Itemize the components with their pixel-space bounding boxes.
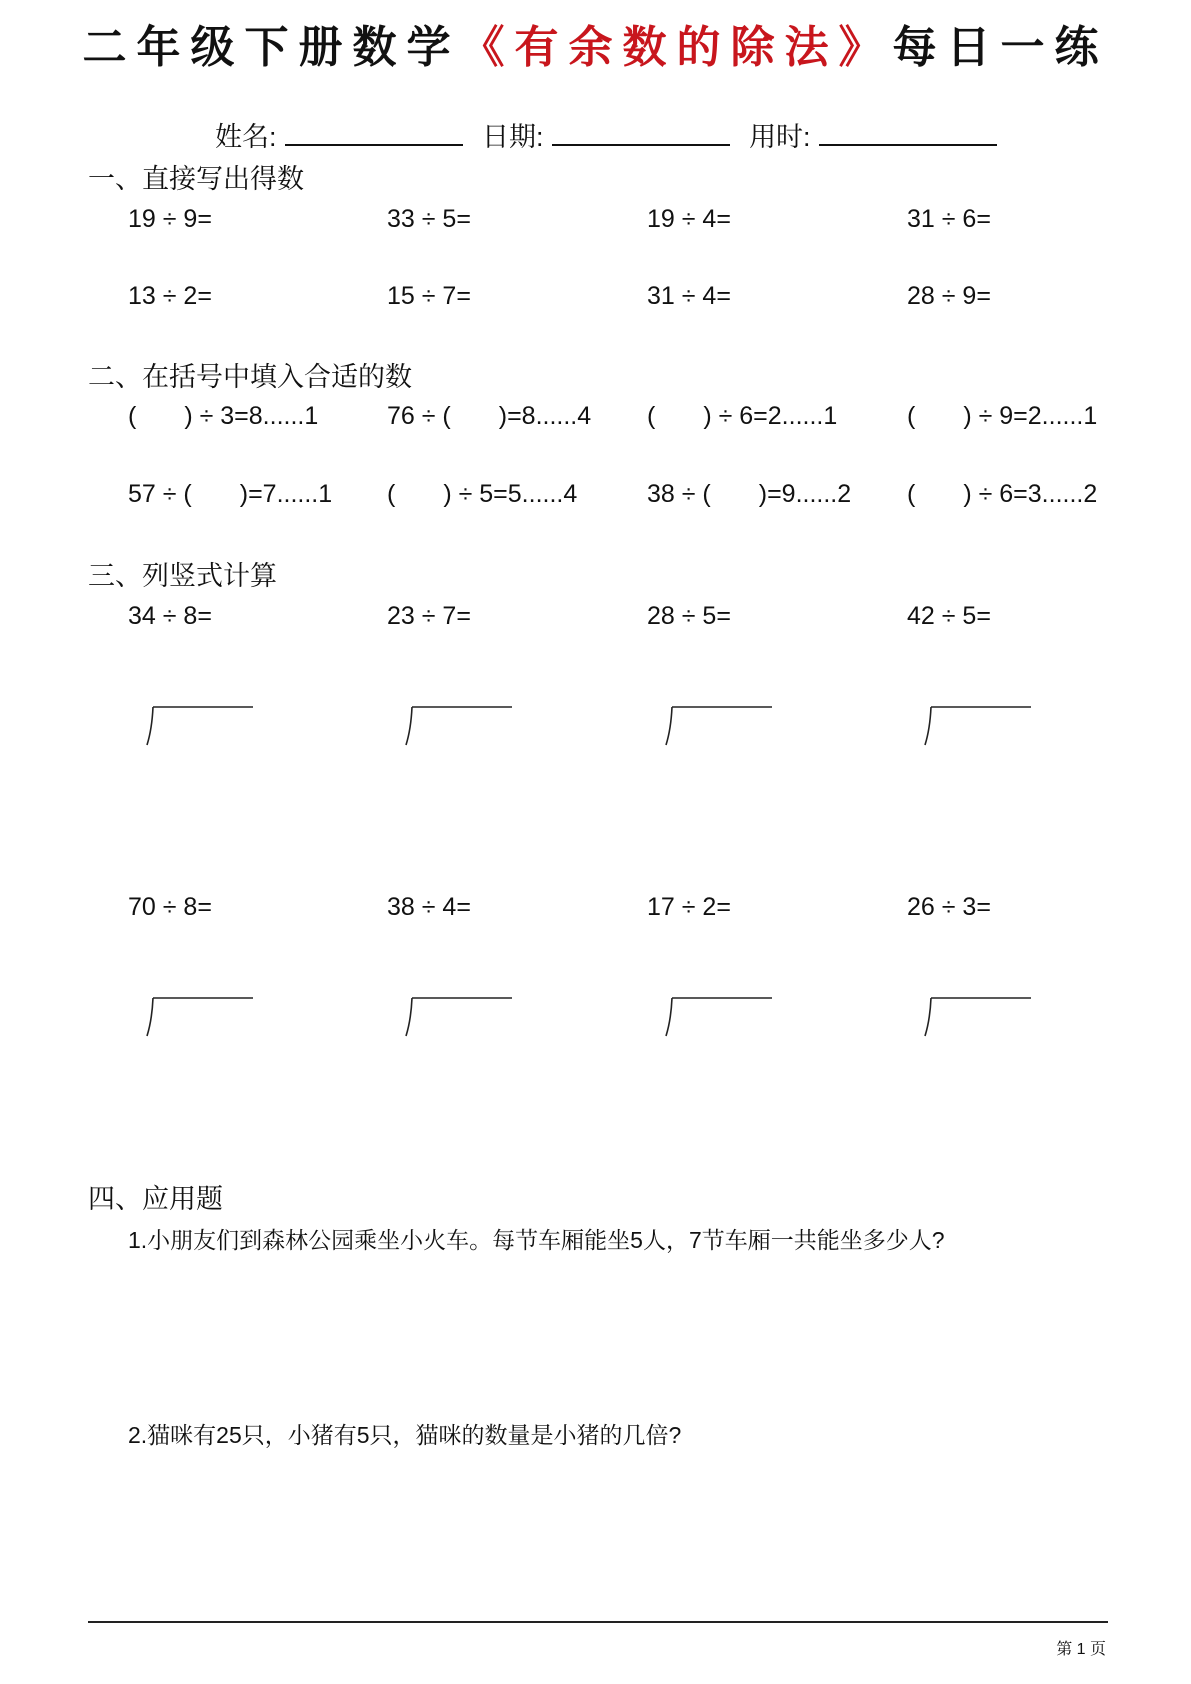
worksheet-title [0,18,1191,78]
date-field[interactable] [482,118,730,155]
title-highlight: 《有余数的除法》 [460,22,893,73]
s3-item: 28 ÷ 5= [647,602,731,630]
long-division-bracket-icon [404,996,514,1040]
name-label: 姓名: [215,122,277,152]
date-label: 日期: [482,122,544,152]
section-1-title: 一、直接写出得数 [88,164,304,194]
student-info-row [215,118,1009,155]
section-2-title: 二、在括号中填入合适的数 [88,362,412,392]
s2-item: ( ) ÷ 6=2......1 [647,402,838,430]
s2-item: 38 ÷ ( )=9......2 [647,480,852,508]
time-field[interactable] [749,118,997,155]
s3-item: 17 ÷ 2= [647,893,731,921]
s1-item: 15 ÷ 7= [387,282,471,310]
s2-item: ( ) ÷ 6=3......2 [907,480,1098,508]
s1-item: 19 ÷ 9= [128,205,212,233]
s2-item: ( ) ÷ 9=2......1 [907,402,1098,430]
s3-item: 26 ÷ 3= [907,893,991,921]
s3-item: 38 ÷ 4= [387,893,471,921]
s2-item: 57 ÷ ( )=7......1 [128,480,333,508]
long-division-bracket-icon [145,996,255,1040]
long-division-bracket-icon [145,705,255,749]
footer-divider [88,1621,1108,1623]
s3-item: 42 ÷ 5= [907,602,991,630]
page-number: 第 1 页 [1056,1641,1106,1658]
s1-item: 13 ÷ 2= [128,282,212,310]
long-division-bracket-icon [923,996,1033,1040]
title-suffix: 每日一练 [892,22,1109,73]
long-division-bracket-icon [923,705,1033,749]
time-blank[interactable] [819,118,997,146]
s1-item: 28 ÷ 9= [907,282,991,310]
long-division-bracket-icon [664,996,774,1040]
long-division-bracket-icon [664,705,774,749]
section-3-title: 三、列竖式计算 [88,561,277,591]
s3-item: 34 ÷ 8= [128,602,212,630]
s2-item: ( ) ÷ 3=8......1 [128,402,319,430]
word-problem-2: 2.猫咪有25只，小猪有5只，猫咪的数量是小猪的几倍? [128,1422,682,1448]
long-division-bracket-icon [404,705,514,749]
s2-item: 76 ÷ ( )=8......4 [387,402,592,430]
name-blank[interactable] [285,118,463,146]
s3-item: 70 ÷ 8= [128,893,212,921]
s1-item: 31 ÷ 4= [647,282,731,310]
s1-item: 33 ÷ 5= [387,205,471,233]
word-problem-1: 1.小朋友们到森林公园乘坐小火车。每节车厢能坐5人，7节车厢一共能坐多少人? [128,1227,945,1253]
s2-item: ( ) ÷ 5=5......4 [387,480,578,508]
s1-item: 31 ÷ 6= [907,205,991,233]
time-label: 用时: [749,122,811,152]
s3-item: 23 ÷ 7= [387,602,471,630]
title-prefix: 二年级下册数学 [82,22,461,73]
name-field[interactable] [215,118,463,155]
section-4-title: 四、应用题 [88,1184,223,1214]
date-blank[interactable] [552,118,730,146]
s1-item: 19 ÷ 4= [647,205,731,233]
